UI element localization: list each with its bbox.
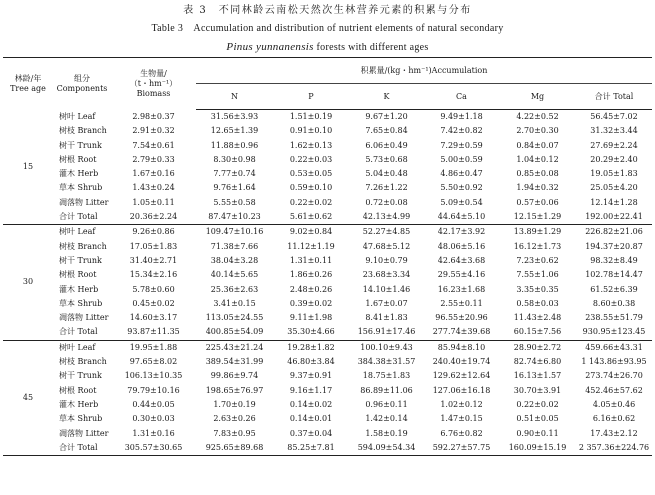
age-cell: 15 <box>3 110 53 225</box>
p-cell: 0.39±0.02 <box>289 298 333 308</box>
header-age-en: Tree age <box>10 83 46 93</box>
header-element-n: N <box>196 84 273 110</box>
n-cell: 87.47±10.23 <box>196 210 273 225</box>
component-cell: 灌木 Herb <box>59 399 99 409</box>
mg-cell: 30.70±3.91 <box>513 385 562 395</box>
total-cell: 6.16±0.62 <box>592 414 636 424</box>
ca-cell: 9.49±1.18 <box>440 112 483 121</box>
mg-cell: 1.94±0.32 <box>516 183 559 193</box>
table-header <box>3 58 652 110</box>
total-cell: 31.32±3.44 <box>590 126 638 136</box>
table-row-total <box>3 441 652 456</box>
component-cell: 草本 Shrub <box>59 183 103 193</box>
mg-cell: 0.85±0.08 <box>516 169 559 179</box>
p-cell: 0.14±0.01 <box>289 414 333 424</box>
ca-cell: 127.06±16.18 <box>432 385 491 395</box>
total-cell: 25.05±4.20 <box>590 183 638 193</box>
component-cell: 合计 Total <box>53 210 111 225</box>
biomass-cell: 305.57±30.65 <box>111 441 196 456</box>
table-row <box>3 254 652 268</box>
mg-cell: 11.43±2.48 <box>513 313 562 323</box>
k-cell: 23.68±3.34 <box>362 270 411 280</box>
header-comp-zh: 组分 <box>74 73 90 83</box>
biomass-cell: 31.40±2.71 <box>129 255 178 265</box>
ca-cell: 6.76±0.82 <box>440 428 483 438</box>
p-cell: 1.62±0.13 <box>289 140 333 150</box>
n-cell: 38.04±3.28 <box>210 255 259 265</box>
biomass-cell: 1.31±0.16 <box>132 428 175 438</box>
mg-cell: 16.12±1.73 <box>513 241 562 251</box>
biomass-cell: 0.44±0.05 <box>132 399 175 409</box>
p-cell: 2.48±0.26 <box>289 284 333 294</box>
total-cell: 17.43±2.12 <box>590 428 638 438</box>
total-cell: 12.14±1.28 <box>590 197 638 207</box>
ca-cell: 5.09±0.54 <box>440 197 483 207</box>
ca-cell: 1.47±0.15 <box>440 414 483 424</box>
species-name: Pinus yunnanensis <box>226 41 314 53</box>
k-cell: 594.09±54.34 <box>349 441 424 456</box>
total-cell: 2 357.36±224.76 <box>576 441 652 456</box>
mg-cell: 7.23±0.62 <box>516 255 559 265</box>
table-title-en-line2 <box>3 38 652 56</box>
total-cell: 273.74±26.70 <box>585 371 643 381</box>
mg-cell: 28.90±2.72 <box>513 342 562 352</box>
component-cell: 树根 Root <box>59 154 97 164</box>
table-row <box>3 110 652 125</box>
ca-cell: 129.62±12.64 <box>432 371 491 381</box>
mg-cell: 3.35±0.35 <box>516 284 559 294</box>
biomass-cell: 20.36±2.24 <box>111 210 196 225</box>
ca-cell: 277.74±39.68 <box>424 325 499 340</box>
total-cell: 27.69±2.24 <box>590 140 638 150</box>
component-cell: 树枝 Branch <box>59 241 107 251</box>
mg-cell: 0.22±0.02 <box>516 399 559 409</box>
n-cell: 12.65±1.39 <box>210 126 259 136</box>
ca-cell: 4.86±0.47 <box>440 169 483 179</box>
biomass-cell: 79.79±10.16 <box>127 385 180 395</box>
n-cell: 25.36±2.63 <box>210 284 259 294</box>
mg-cell: 13.89±1.29 <box>513 227 562 237</box>
biomass-cell: 7.54±0.61 <box>132 140 175 150</box>
ca-cell: 7.42±0.82 <box>440 126 483 136</box>
component-cell: 树叶 Leaf <box>59 342 96 352</box>
k-cell: 1.58±0.19 <box>365 428 408 438</box>
age-group-15 <box>3 110 652 225</box>
k-cell: 156.91±17.46 <box>349 325 424 340</box>
component-cell: 树干 Trunk <box>59 140 102 150</box>
p-cell: 0.22±0.02 <box>289 197 333 207</box>
header-biomass <box>111 58 196 110</box>
ca-cell: 42.17±3.92 <box>437 227 486 237</box>
component-cell: 灌木 Herb <box>59 169 99 179</box>
component-cell: 凋落物 Litter <box>59 428 109 438</box>
n-cell: 71.38±7.66 <box>210 241 259 251</box>
n-cell: 3.41±0.15 <box>213 298 256 308</box>
total-cell: 238.55±51.79 <box>585 313 643 323</box>
table-row <box>3 427 652 441</box>
component-cell: 树根 Root <box>59 385 97 395</box>
n-cell: 11.88±0.96 <box>210 140 259 150</box>
p-cell: 85.25±7.81 <box>273 441 349 456</box>
p-cell: 9.37±0.91 <box>289 371 333 381</box>
mg-cell: 1.04±0.12 <box>516 154 559 164</box>
p-cell: 11.12±1.19 <box>287 241 335 251</box>
k-cell: 8.41±1.83 <box>365 313 408 323</box>
n-cell: 7.77±0.74 <box>213 169 256 179</box>
n-cell: 389.54±31.99 <box>205 357 264 367</box>
component-cell: 凋落物 Litter <box>59 197 109 207</box>
p-cell: 0.91±0.10 <box>289 126 333 136</box>
table-row <box>3 340 652 355</box>
p-cell: 1.51±0.19 <box>289 112 333 121</box>
total-cell: 226.82±21.06 <box>585 227 643 237</box>
table-row <box>3 369 652 383</box>
mg-cell: 0.57±0.06 <box>516 197 559 207</box>
age-group-45 <box>3 340 652 455</box>
table-title-zh: 表 3 不同林龄云南松天然次生林营养元素的积累与分布 <box>183 5 472 16</box>
n-cell: 400.85±54.09 <box>196 325 273 340</box>
header-components <box>53 58 111 110</box>
biomass-cell: 17.05±1.83 <box>129 241 178 251</box>
biomass-cell: 9.26±0.86 <box>132 227 175 237</box>
biomass-cell: 5.78±0.60 <box>132 284 175 294</box>
table-row <box>3 398 652 412</box>
biomass-cell: 97.65±8.02 <box>129 357 178 367</box>
ca-cell: 48.06±5.16 <box>437 241 486 251</box>
p-cell: 0.53±0.05 <box>289 169 333 179</box>
mg-cell: 4.22±0.52 <box>516 112 559 121</box>
biomass-cell: 0.30±0.03 <box>132 414 175 424</box>
total-cell: 4.05±0.46 <box>592 399 636 409</box>
biomass-cell: 2.79±0.33 <box>132 154 175 164</box>
k-cell: 14.10±1.46 <box>362 284 411 294</box>
n-cell: 9.76±1.64 <box>213 183 256 193</box>
k-cell: 9.10±0.79 <box>365 255 408 265</box>
ca-cell: 2.55±0.11 <box>440 298 483 308</box>
header-age <box>3 58 53 110</box>
biomass-cell: 1.67±0.16 <box>132 169 175 179</box>
table-title-en-line1: Table 3 Accumulation and distribution of nutrient elements of natural secondary <box>151 23 504 34</box>
mg-cell: 2.70±0.30 <box>516 126 559 136</box>
k-cell: 18.75±1.83 <box>362 371 411 381</box>
n-cell: 198.65±76.97 <box>205 385 264 395</box>
total-cell: 98.32±8.49 <box>590 255 638 265</box>
p-cell: 0.22±0.03 <box>289 154 333 164</box>
k-cell: 9.67±1.20 <box>365 112 408 121</box>
table-row <box>3 153 652 167</box>
k-cell: 6.06±0.49 <box>365 140 408 150</box>
n-cell: 109.47±10.16 <box>205 227 264 237</box>
table-row <box>3 384 652 398</box>
total-cell: 8.60±0.38 <box>592 298 636 308</box>
n-cell: 1.70±0.19 <box>213 399 256 409</box>
header-biomass-zh: 生物量/ <box>140 68 167 78</box>
biomass-cell: 15.34±2.16 <box>129 270 178 280</box>
mg-cell: 0.84±0.07 <box>516 140 559 150</box>
component-cell: 树根 Root <box>59 270 97 280</box>
total-cell: 1 143.86±93.95 <box>581 357 647 367</box>
k-cell: 100.10±9.43 <box>360 342 413 352</box>
total-cell: 192.00±22.41 <box>576 210 652 225</box>
mg-cell: 16.13±1.57 <box>513 371 562 381</box>
table-title-en-rest: forests with different ages <box>313 42 429 53</box>
mg-cell: 7.55±1.06 <box>516 270 559 280</box>
total-cell: 19.05±1.83 <box>590 169 638 179</box>
ca-cell: 240.40±19.74 <box>432 357 491 367</box>
k-cell: 5.73±0.68 <box>365 154 408 164</box>
biomass-cell: 19.95±1.88 <box>129 342 178 352</box>
ca-cell: 85.94±8.10 <box>437 342 486 352</box>
table-row <box>3 124 652 138</box>
p-cell: 9.02±0.84 <box>289 227 333 237</box>
p-cell: 0.59±0.10 <box>289 183 333 193</box>
ca-cell: 7.29±0.59 <box>440 140 483 150</box>
header-element-p: P <box>273 84 349 110</box>
p-cell: 35.30±4.66 <box>273 325 349 340</box>
k-cell: 86.89±11.06 <box>360 385 413 395</box>
component-cell: 树枝 Branch <box>59 126 107 136</box>
header-biomass-unit: （t・hm⁻¹） <box>129 78 178 88</box>
k-cell: 52.27±4.85 <box>362 227 411 237</box>
ca-cell: 42.64±3.68 <box>437 255 486 265</box>
biomass-cell: 1.05±0.11 <box>132 197 175 207</box>
p-cell: 46.80±3.84 <box>287 357 335 367</box>
n-cell: 40.14±5.65 <box>210 270 259 280</box>
total-cell: 459.66±43.31 <box>585 342 643 352</box>
p-cell: 9.16±1.17 <box>289 385 333 395</box>
total-cell: 56.45±7.02 <box>590 112 638 121</box>
biomass-cell: 0.45±0.02 <box>132 298 175 308</box>
n-cell: 31.56±3.93 <box>210 112 259 121</box>
biomass-cell: 1.43±0.24 <box>132 183 175 193</box>
k-cell: 42.13±4.99 <box>349 210 424 225</box>
ca-cell: 16.23±1.68 <box>437 284 486 294</box>
p-cell: 0.14±0.02 <box>289 399 333 409</box>
component-cell: 灌木 Herb <box>59 284 99 294</box>
total-cell: 194.37±20.87 <box>585 241 643 251</box>
n-cell: 5.55±0.58 <box>213 197 256 207</box>
p-cell: 5.61±0.62 <box>273 210 349 225</box>
component-cell: 合计 Total <box>53 325 111 340</box>
table-row <box>3 268 652 282</box>
table-row-total <box>3 325 652 340</box>
n-cell: 7.83±0.95 <box>213 428 256 438</box>
ca-cell: 5.00±0.59 <box>440 154 483 164</box>
mg-cell: 0.51±0.05 <box>516 414 559 424</box>
biomass-cell: 2.98±0.37 <box>132 111 175 121</box>
component-cell: 凋落物 Litter <box>59 313 109 323</box>
component-cell: 树干 Trunk <box>59 371 102 381</box>
k-cell: 7.26±1.22 <box>365 183 408 193</box>
total-cell: 102.78±14.47 <box>585 270 643 280</box>
p-cell: 19.28±1.82 <box>287 342 335 352</box>
total-cell: 20.29±2.40 <box>590 154 638 164</box>
age-cell: 45 <box>3 340 53 455</box>
table-row <box>3 139 652 153</box>
mg-cell: 82.74±6.80 <box>513 357 562 367</box>
table-row <box>3 240 652 254</box>
ca-cell: 96.55±20.96 <box>435 313 488 323</box>
component-cell: 草本 Shrub <box>59 298 103 308</box>
biomass-cell: 93.87±11.35 <box>111 325 196 340</box>
age-cell: 30 <box>3 225 53 340</box>
n-cell: 8.30±0.98 <box>213 154 256 164</box>
component-cell: 树干 Trunk <box>59 255 102 265</box>
header-biomass-en: Biomass <box>136 88 171 98</box>
mg-cell: 160.09±15.19 <box>499 441 576 456</box>
ca-cell: 5.50±0.92 <box>440 183 483 193</box>
total-cell: 61.52±6.39 <box>590 284 638 294</box>
n-cell: 99.86±9.74 <box>210 371 259 381</box>
table-row <box>3 412 652 426</box>
table-row <box>3 167 652 181</box>
n-cell: 925.65±89.68 <box>196 441 273 456</box>
table-row <box>3 225 652 240</box>
k-cell: 0.96±0.11 <box>365 399 408 409</box>
k-cell: 384.38±31.57 <box>357 357 416 367</box>
ca-cell: 29.55±4.16 <box>437 270 486 280</box>
table-row-total <box>3 210 652 225</box>
total-cell: 930.95±123.45 <box>576 325 652 340</box>
k-cell: 1.67±0.07 <box>365 298 408 308</box>
header-element-total: 合计 Total <box>576 84 652 110</box>
biomass-cell: 2.91±0.32 <box>132 126 175 136</box>
header-element-ca: Ca <box>424 84 499 110</box>
p-cell: 9.11±1.98 <box>289 313 333 323</box>
k-cell: 47.68±5.12 <box>362 241 411 251</box>
n-cell: 2.63±0.26 <box>213 414 256 424</box>
component-cell: 合计 Total <box>53 441 111 456</box>
component-cell: 树叶 Leaf <box>59 227 96 237</box>
table-row <box>3 311 652 325</box>
p-cell: 1.86±0.26 <box>289 270 333 280</box>
ca-cell: 1.02±0.12 <box>440 399 483 409</box>
age-group-30 <box>3 225 652 340</box>
component-cell: 草本 Shrub <box>59 414 103 424</box>
component-cell: 树叶 Leaf <box>59 111 96 121</box>
ca-cell: 592.27±57.75 <box>424 441 499 456</box>
k-cell: 5.04±0.48 <box>365 169 408 179</box>
table-row <box>3 355 652 369</box>
mg-cell: 0.58±0.03 <box>516 298 559 308</box>
p-cell: 0.37±0.04 <box>289 428 333 438</box>
header-accumulation: 积累量/(kg・hm⁻¹)Accumulation <box>196 58 652 84</box>
component-cell: 树枝 Branch <box>59 357 107 367</box>
biomass-cell: 106.13±10.35 <box>124 371 183 381</box>
mg-cell: 12.15±1.29 <box>499 210 576 225</box>
nutrient-table <box>3 57 652 456</box>
table-row <box>3 283 652 297</box>
header-element-k: K <box>349 84 424 110</box>
p-cell: 1.31±0.11 <box>289 255 333 265</box>
n-cell: 225.43±21.24 <box>205 342 264 352</box>
mg-cell: 60.15±7.56 <box>499 325 576 340</box>
header-element-mg: Mg <box>499 84 576 110</box>
k-cell: 0.72±0.08 <box>365 197 408 207</box>
k-cell: 7.65±0.84 <box>365 126 408 136</box>
table-row <box>3 297 652 311</box>
n-cell: 113.05±24.55 <box>205 313 264 323</box>
table-row <box>3 196 652 210</box>
table-row <box>3 181 652 195</box>
biomass-cell: 14.60±3.17 <box>129 313 178 323</box>
k-cell: 1.42±0.14 <box>365 414 408 424</box>
total-cell: 452.46±57.62 <box>585 385 643 395</box>
ca-cell: 44.64±5.10 <box>424 210 499 225</box>
header-comp-en: Components <box>56 83 108 93</box>
header-age-zh: 林龄/年 <box>14 73 42 83</box>
mg-cell: 0.90±0.11 <box>516 428 559 438</box>
